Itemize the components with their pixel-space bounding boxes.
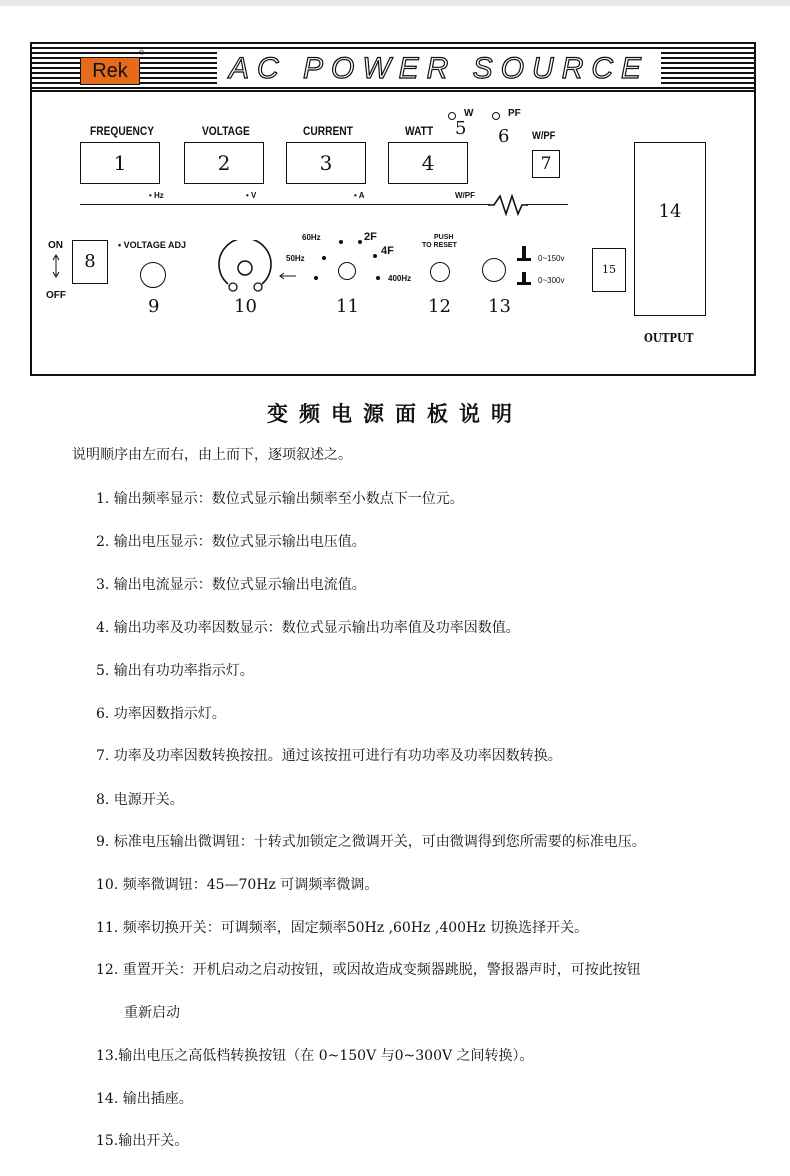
reset-number: 12 [428,296,451,317]
freq-dot [322,256,326,260]
reset-label-push: PUSH [434,234,454,241]
list-item: 15.输出开关。 [96,1133,189,1149]
freq-60hz-label: 60Hz [302,233,321,242]
list-item: 4. 输出功率及功率因数显示：数位式显示输出功率值及功率因数值。 [96,620,520,636]
range-number: 13 [488,296,511,317]
list-item: 2. 输出电压显示：数位式显示输出电压值。 [96,534,366,550]
list-item: 13.输出电压之高低档转换按钮（在 0~150V 与0~300V 之间转换）。 [96,1048,534,1064]
freq-4f-label: 4F [381,245,394,257]
power-on-label: ON [48,240,63,251]
range-select-button[interactable] [482,258,506,282]
watt-label: WATT [405,124,434,138]
front-panel-diagram [30,42,756,376]
freq-dot [358,240,362,244]
freq-50hz-label: 50Hz [286,254,305,263]
freq-dot [314,276,318,280]
wpf-unit: W/PF [455,191,475,200]
list-item: 14. 输出插座。 [96,1091,193,1107]
range-300-label: 0~300v [538,276,565,285]
range-switch-icon [516,244,532,288]
list-item: 11. 频率切换开关：可调频率，固定频率50Hz ,60Hz ,400Hz 切换选择开关。 [96,920,589,936]
wpf-button-label: W/PF [532,130,556,142]
list-item: 3. 输出电流显示：数位式显示输出电流值。 [96,577,366,593]
registered-mark: ® [139,50,145,57]
list-item: 1. 输出频率显示：数位式显示输出频率至小数点下一位元。 [96,491,464,507]
panel-divider-left [80,204,490,205]
output-label: OUTPUT [644,331,694,345]
reset-label-to-reset: TO RESET [422,242,457,249]
frequency-label: FREQUENCY [90,124,155,138]
voltage-display: 2 [184,142,264,184]
list-item: 8. 电源开关。 [96,792,184,808]
freq-400hz-label: 400Hz [388,274,412,283]
document-title: 变频电源面板说明 [267,401,523,426]
reset-button[interactable] [430,262,450,282]
list-item: 6. 功率因数指示灯。 [96,706,226,722]
up-down-arrow-icon [52,254,60,278]
output-socket-number: 14 [658,201,682,222]
hz-unit: • Hz [149,191,164,200]
voltage-adj-knob[interactable] [140,262,166,288]
a-unit: • A [354,191,365,200]
list-item-continuation: 重新启动 [124,1005,180,1021]
power-off-label: OFF [46,290,66,301]
list-item: 5. 输出有功功率指示灯。 [96,663,254,679]
list-item: 10. 频率微调钮：45—70Hz 可调频率微调。 [96,877,379,893]
freq-2f-label: 2F [364,231,377,243]
current-label: CURRENT [303,124,353,138]
frequency-switch-knob[interactable] [338,262,356,280]
output-switch[interactable]: 15 [592,248,626,292]
pf-number: 6 [498,126,510,147]
freq-dot [373,254,377,258]
output-socket[interactable] [634,142,706,316]
freq-dot [376,276,380,280]
panel-divider-right [526,204,568,205]
list-item: 9. 标准电压输出微调钮：十转式加锁定之微调开关，可由微调得到您所需要的标准电压。 [96,834,646,850]
list-item: 12. 重置开关：开机启动之启动按钮，或因故造成变频器跳脱，警报器声时，可按此按钮 [96,962,641,978]
list-item: 7. 功率及功率因数转换按扭。通过该按扭可进行有功功率及功率因数转换。 [96,748,562,764]
intro-text: 说明顺序由左而右，由上而下，逐项叙述之。 [72,447,352,463]
freq-dot [339,240,343,244]
pf-label: PF [508,108,521,119]
frequency-adj-knob[interactable] [214,240,334,296]
w-label: W [464,108,474,119]
panel-tick [30,374,36,375]
power-switch[interactable]: 8 [72,240,108,284]
frequency-display: 1 [80,142,160,184]
zigzag-divider-icon [488,194,528,216]
panel-title: AC POWER SOURCE [217,52,661,86]
top-band [0,0,790,6]
range-150-label: 0~150v [538,254,565,263]
frequency-switch-number: 11 [336,296,359,317]
voltage-label: VOLTAGE [202,124,250,138]
brand-logo: Rek [80,57,140,85]
panel-header [32,44,754,92]
v-unit: • V [246,191,257,200]
w-number: 5 [455,118,467,139]
current-display: 3 [286,142,366,184]
pf-indicator-led [492,112,500,120]
voltage-adj-label: • VOLTAGE ADJ [118,240,186,250]
watt-display: 4 [388,142,468,184]
voltage-adj-number: 9 [148,296,160,317]
wpf-toggle-button[interactable]: 7 [532,150,560,178]
frequency-adj-number: 10 [234,296,257,317]
